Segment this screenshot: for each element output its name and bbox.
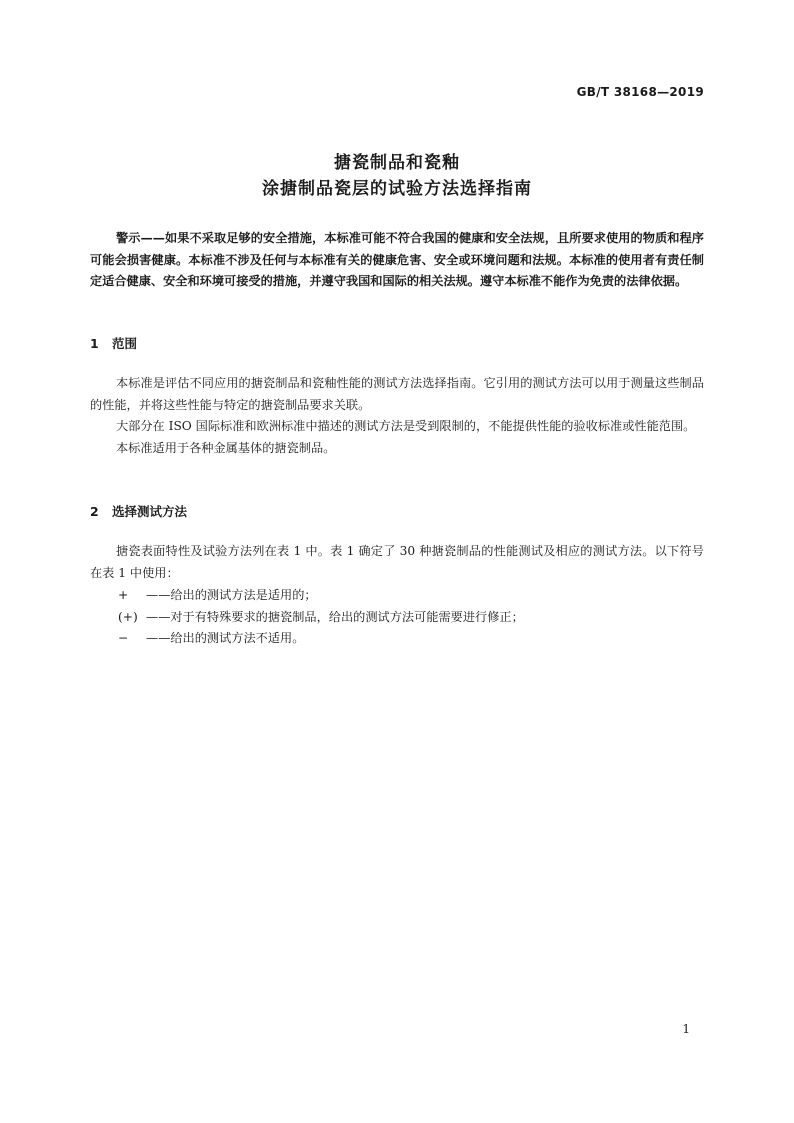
document-title [90, 150, 704, 202]
symbol-description: ——对于有特殊要求的搪瓷制品，给出的测试方法可能需要进行修正； [146, 609, 524, 624]
title-line-2: 涂搪制品瓷层的试验方法选择指南 [262, 179, 532, 199]
section-2-title: 选择测试方法 [112, 504, 188, 519]
section-1-body [90, 373, 704, 459]
symbol-description: ——给出的测试方法不适用。 [146, 631, 305, 645]
section-2-number: 2 [90, 504, 99, 519]
symbol-plus-parenthesized: (+) [118, 609, 138, 624]
warning-notice: 警示——如果不采取足够的安全措施，本标准可能不符合我国的健康和安全法规，且所要求使用的物质和程序可能会损害健康。本标准不涉及任何与本标准有关的健康危害、安全或环境问题和法规。本标准的使用者有责任制定适合健康、安全和环境可接受的措施，并遵守我国和国际的相关法规。遵守本标准不能作为免责的法律依据。 [90, 231, 704, 288]
symbol-item [118, 607, 704, 629]
section-1-paragraph: 本标准是评估不同应用的搪瓷制品和瓷釉性能的测试方法选择指南。它引用的测试方法可以用于测量这些制品的性能，并将这些性能与特定的搪瓷制品要求关联。 [90, 376, 704, 412]
section-1-number: 1 [90, 336, 99, 351]
symbol-plus: + [118, 588, 129, 602]
symbol-description: ——给出的测试方法是适用的； [146, 588, 317, 602]
symbol-minus: − [118, 631, 129, 645]
standard-code: GB/T 38168—2019 [576, 85, 704, 99]
section-1-title: 范围 [112, 336, 138, 351]
section-1-paragraph: 本标准适用于各种金属基体的搪瓷制品。 [116, 440, 336, 455]
symbol-legend [118, 585, 704, 650]
section-2-paragraph: 搪瓷表面特性及试验方法列在表 1 中。表 1 确定了 30 种搪瓷制品的性能测试及相应的测试方法。以下符号在表 1 中使用： [90, 544, 704, 580]
section-2-body [90, 541, 704, 584]
page-number: 1 [682, 1022, 690, 1036]
symbol-item [118, 585, 704, 607]
section-1-paragraph: 大部分在 ISO 国际标准和欧洲标准中描述的测试方法是受到限制的，不能提供性能的验收标准或性能范围。 [116, 419, 696, 433]
section-1-heading [90, 334, 137, 352]
symbol-item [118, 628, 704, 650]
section-2-heading [90, 502, 187, 520]
title-line-1: 搪瓷制品和瓷釉 [334, 153, 460, 173]
